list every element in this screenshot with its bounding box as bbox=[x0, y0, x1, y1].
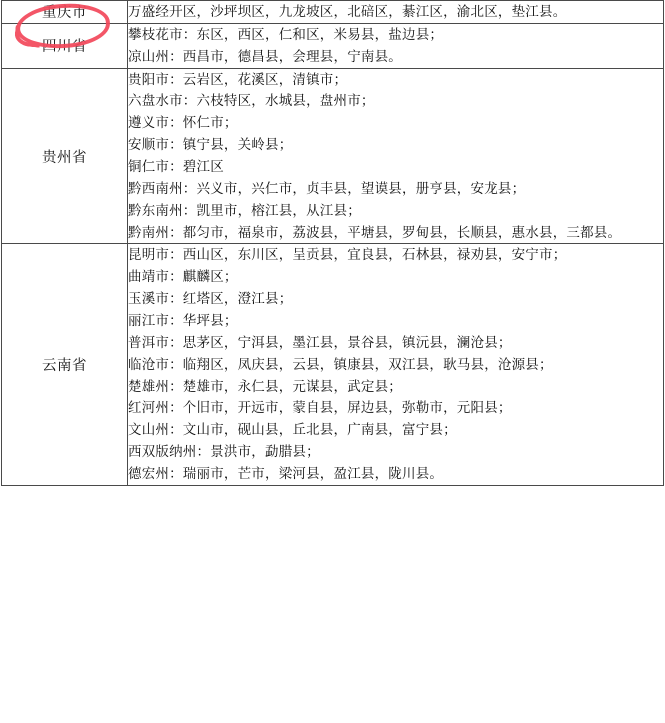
detail-cell bbox=[128, 23, 664, 68]
province-cell: 贵州省 bbox=[2, 68, 128, 244]
province-cell: 四川省 bbox=[2, 23, 128, 68]
table-row bbox=[2, 1, 664, 24]
table-row bbox=[2, 23, 664, 68]
table-row bbox=[2, 244, 664, 485]
detail-line: 临沧市：临翔区，凤庆县，云县，镇康县，双江县，耿马县，沧源县； bbox=[128, 356, 553, 372]
detail-line: 玉溪市：红塔区，澄江县； bbox=[128, 291, 293, 307]
detail-line: 六盘水市：六枝特区，水城县，盘州市； bbox=[128, 93, 375, 109]
region-table-body bbox=[2, 1, 664, 486]
detail-line: 普洱市：思茅区，宁洱县，墨江县，景谷县，镇沅县，澜沧县； bbox=[128, 334, 512, 350]
detail-line: 铜仁市：碧江区 bbox=[128, 159, 224, 175]
detail-line: 攀枝花市：东区，西区，仁和区，米易县，盐边县； bbox=[128, 26, 444, 42]
detail-cell bbox=[128, 68, 664, 244]
detail-line: 凉山州：西昌市，德昌县，会理县，宁南县。 bbox=[128, 48, 402, 64]
detail-line: 丽江市：华坪县； bbox=[128, 313, 238, 329]
detail-line: 曲靖市：麒麟区； bbox=[128, 269, 238, 285]
detail-line: 黔西南州：兴义市，兴仁市，贞丰县，望谟县，册亨县，安龙县； bbox=[128, 180, 526, 196]
detail-line: 楚雄州：楚雄市，永仁县，元谋县，武定县； bbox=[128, 378, 402, 394]
detail-line: 万盛经开区，沙坪坝区，九龙坡区，北碚区，綦江区，渝北区，垫江县。 bbox=[128, 4, 567, 19]
detail-cell bbox=[128, 1, 664, 24]
detail-cell bbox=[128, 244, 664, 485]
detail-line: 贵阳市：云岩区，花溪区，清镇市； bbox=[128, 71, 348, 87]
detail-line: 德宏州：瑞丽市，芒市，梁河县，盈江县，陇川县。 bbox=[128, 466, 444, 482]
detail-line: 黔东南州：凯里市，榕江县，从江县； bbox=[128, 202, 361, 218]
table-row bbox=[2, 68, 664, 244]
detail-line: 红河州：个旧市，开远市，蒙自县，屏边县，弥勒市，元阳县； bbox=[128, 400, 512, 416]
detail-line: 黔南州：都匀市，福泉市，荔波县，平塘县，罗甸县，长顺县，惠水县，三都县。 bbox=[128, 224, 622, 240]
detail-line: 安顺市：镇宁县，关岭县； bbox=[128, 137, 293, 153]
region-table bbox=[1, 0, 664, 486]
detail-line: 文山州：文山市，砚山县，丘北县，广南县，富宁县； bbox=[128, 422, 457, 438]
detail-line: 昆明市：西山区，东川区，呈贡县，宜良县，石林县，禄劝县，安宁市； bbox=[128, 247, 567, 263]
province-cell: 重庆市 bbox=[2, 1, 128, 24]
detail-line: 遵义市：怀仁市； bbox=[128, 115, 238, 131]
detail-line: 西双版纳州：景洪市，勐腊县； bbox=[128, 444, 320, 460]
province-cell: 云南省 bbox=[2, 244, 128, 485]
